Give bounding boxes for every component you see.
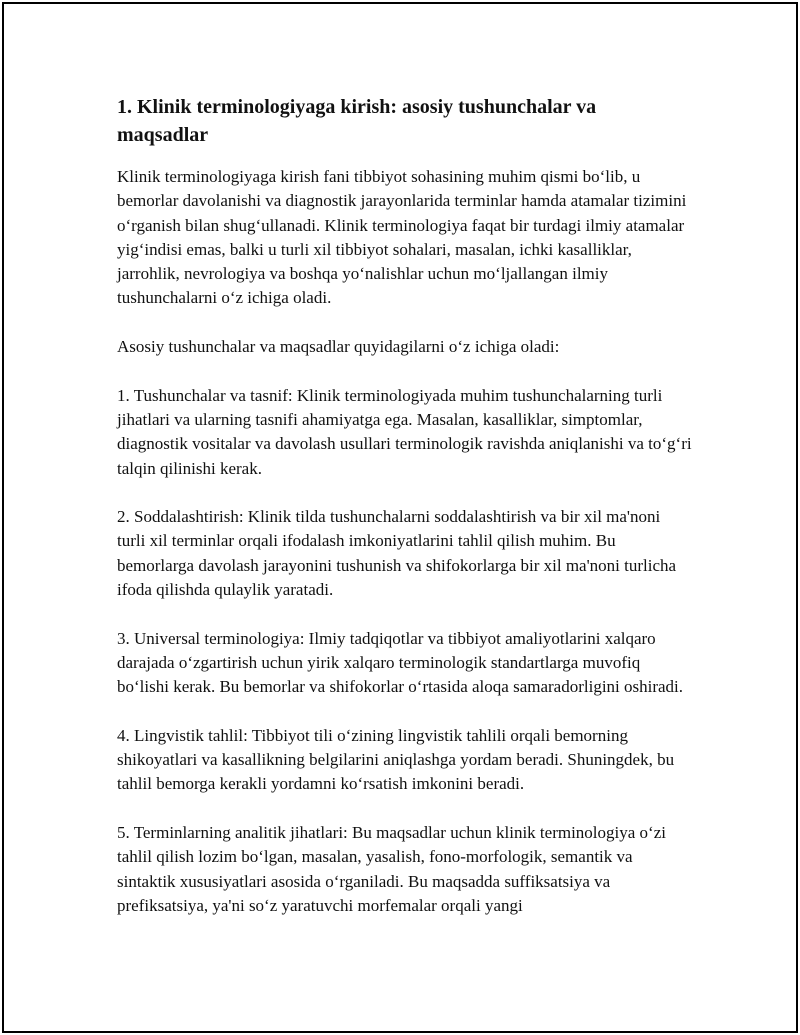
section-title: 1. Klinik terminologiyaga kirish: asosiy tushunchalar va maqsadlar xyxy=(117,96,597,146)
intro-paragraph: Klinik terminologiyaga kirish fani tibbiyot sohasining muhim qismi bo‘lib, u bemorlar davolanishi va diagnostik jarayonlarida terminlar hamda atamalar tizimini o‘rganish bilan shug‘ullanadi. Klinik terminologiya faqat bir turdagi ilmiy atamalar yig‘indisi emas, balki u turli xil tibbiyot sohalari, masalan, ichki kasalliklar, jarrohlik, nevrologiya va boshqa yo‘nalishlar uchun mo‘ljallangan ilmiy tushunchalarni o‘z ichiga oladi. xyxy=(117,167,687,308)
list-intro-paragraph: Asosiy tushunchalar va maqsadlar quyidagilarni o‘z ichiga oladi: xyxy=(117,337,560,357)
point-2-paragraph: 2. Soddalashtirish: Klinik tilda tushunchalarni soddalashtirish va bir xil ma'noni turli xil terminlar orqali ifodalash imkoniyatlarini tahlil qilish muhim. Bu bemorlarga davolash jarayonini tushunish va shifokorlarga bir xil ma'noni turlicha ifoda qilishda qulaylik yaratadi. xyxy=(117,507,677,600)
point-4-paragraph: 4. Lingvistik tahlil: Tibbiyot tili o‘zining lingvistik tahlili orqali bemorning shikoyatlari va kasallikning belgilarini aniqlashga yordam beradi. Shuningdek, bu tahlil bemorga kerakli yordamni ko‘rsatish imkonini beradi. xyxy=(117,725,675,794)
point-5-paragraph: 5. Terminlarning analitik jihatlari: Bu maqsadlar uchun klinik terminologiya o‘zi tahlil qilish lozim bo‘lgan, masalan, yasalish, fono-morfologik, semantik va sintaktik xususiyatlari asosida o‘rganiladi. Bu maqsadda suffiksatsiya va prefiksatsiya, ya'ni so‘z yaratuvchi morfemalar orqali yangi xyxy=(117,823,666,915)
document-body xyxy=(117,93,692,943)
point-1-paragraph: 1. Tushunchalar va tasnif: Klinik terminologiyada muhim tushunchalarning turli jihatlari va ularning tasnifi ahamiyatga ega. Masalan, kasalliklar, simptomlar, diagnostik vositalar va davolash usullari terminologik ravishda aniqlanishi va to‘g‘ri talqin qilinishi kerak. xyxy=(117,385,692,478)
point-3-paragraph: 3. Universal terminologiya: Ilmiy tadqiqotlar va tibbiyot amaliyotlarini xalqaro darajada o‘zgartirish uchun yirik xalqaro terminologik standartlarga muvofiq bo‘lishi kerak. Bu bemorlar va shifokorlar o‘rtasida aloqa samaradorligini oshiradi. xyxy=(117,628,684,697)
